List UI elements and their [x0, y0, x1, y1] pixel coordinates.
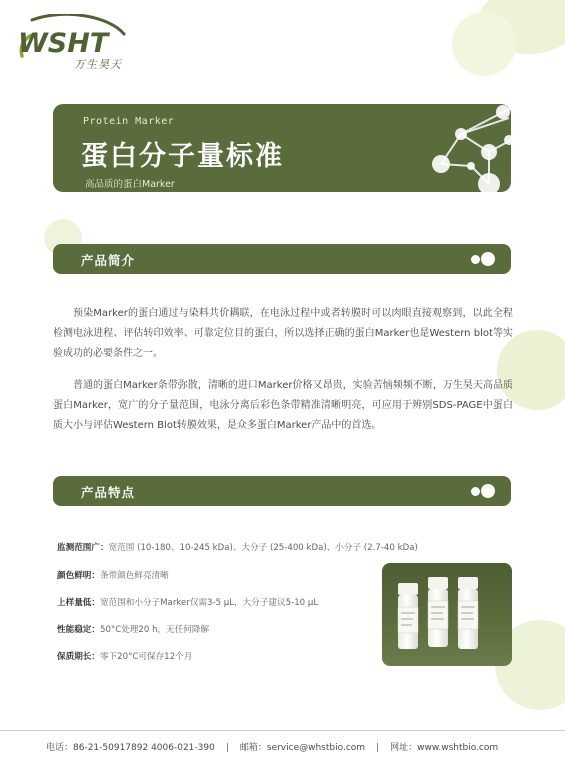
section-title-features: 产品特点 — [81, 485, 136, 500]
feature-label: 颜色鲜明： — [57, 571, 100, 581]
banner-english-title: Protein Marker — [83, 116, 175, 127]
feature-text: 宽范围和小分子Marker仅需3-5 µL，大分子建议5-10 µL — [99, 598, 319, 608]
feature-item — [57, 596, 318, 608]
decor-circle-top-right-small — [452, 12, 516, 76]
footer-separator: | — [376, 743, 380, 753]
product-photo — [382, 563, 512, 666]
footer-website[interactable]: 网址：www.wshtbio.com — [390, 743, 499, 753]
feature-item — [57, 541, 418, 553]
intro-paragraph-2: 普通的蛋白Marker条带弥散，清晰的进口Marker价格又昂贵，实验苦恼频频不断，万生昊天高品质蛋白Marker，宽广的分子量范围，电泳分离后彩色条带精准清晰明亮，可应用于辨别SDS-PAGE中蛋白质大小与评估Western Blot转膜效果，是众多蛋白Marker产品中的首选。 — [53, 380, 513, 431]
section-header-features — [53, 476, 511, 506]
footer-divider — [0, 730, 565, 731]
vials-image-icon — [382, 563, 512, 666]
feature-text: 宽范围 (10-180、10-245 kDa)、大分子 (25-400 kDa)、小分子 (2.7-40 kDa) — [108, 543, 418, 553]
feature-label: 保质期长： — [57, 652, 100, 662]
feature-item — [57, 569, 169, 581]
footer-contact — [46, 740, 498, 753]
section-dots-icon — [471, 252, 501, 266]
section-title-intro: 产品简介 — [81, 253, 136, 268]
molecule-graphic-icon — [363, 104, 511, 192]
feature-item — [57, 623, 209, 635]
intro-paragraph-1: 预染Marker的蛋白通过与染料共价耦联，在电泳过程中或者转膜时可以肉眼直接观察到，以此全程检测电泳进程、评估转印效率、可靠定位目的蛋白，所以选择正确的蛋白Marker也是Western blot等实验成功的必要条件之一。 — [53, 308, 513, 359]
logo-chinese-name: 万生昊天 — [74, 58, 122, 71]
banner-subtitle: 高品质的蛋白Marker — [85, 179, 175, 190]
banner-title: 蛋白分子量标准 — [81, 141, 284, 172]
company-logo — [14, 14, 154, 74]
section-dots-icon — [471, 484, 501, 498]
title-banner — [53, 104, 511, 192]
feature-text: 50°C处理20 h，无任何降解 — [99, 625, 210, 635]
footer-phone: 电话：86-21-50917892 4006-021-390 — [46, 743, 215, 753]
feature-label: 性能稳定： — [57, 625, 100, 635]
feature-text: 条带颜色鲜亮清晰 — [99, 571, 169, 581]
feature-label: 上样量低： — [57, 598, 100, 608]
logo-wordmark: WSHT — [18, 28, 109, 59]
footer-separator: | — [225, 743, 229, 753]
feature-text: 零下20°C可保存12个月 — [99, 652, 193, 662]
section-header-intro — [53, 244, 511, 274]
feature-item — [57, 650, 192, 662]
feature-label: 监测范围广： — [57, 543, 109, 553]
footer-email[interactable]: 邮箱：service@whstbio.com — [239, 743, 366, 753]
